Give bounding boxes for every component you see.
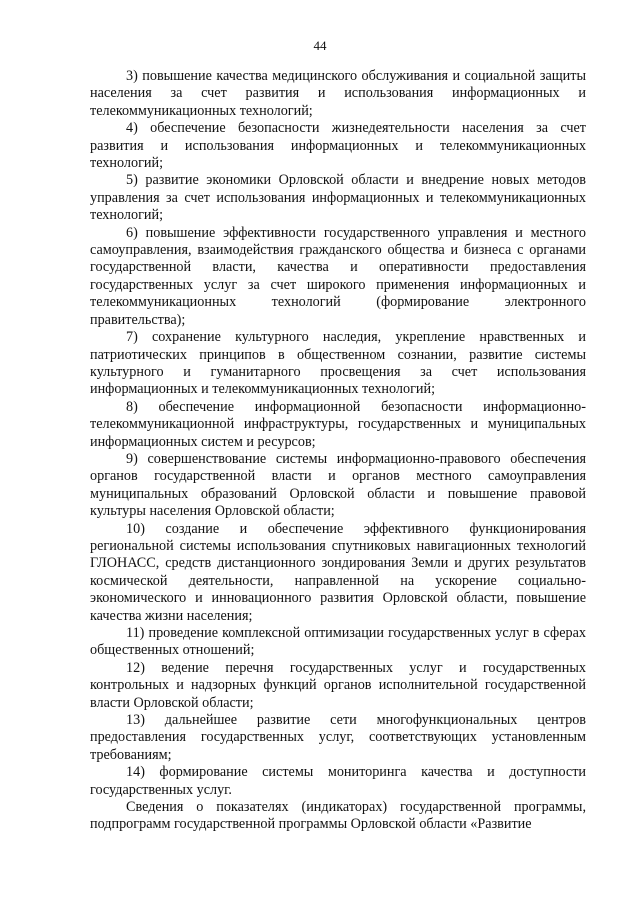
paragraph-item-6: 6) повышение эффективности государственного управления и местного самоуправления, взаимодействия гражданского общества и бизнеса с органами государственной власти, качества и оперативности предоставления государственных услуг за счет широкого применения информационных и телекоммуникационных технологий (формирование электронного правительства); — [90, 224, 586, 328]
paragraph-item-3: 3) повышение качества медицинского обслуживания и социальной защиты населения за счет развития и использования информационных и телекоммуникационных технологий; — [90, 68, 586, 119]
paragraph-item-14: 14) формирование системы мониторинга качества и доступности государственных услуг. — [90, 764, 586, 798]
paragraph-item-7: 7) сохранение культурного наследия, укрепление нравственных и патриотических принципов в общественном сознании, развитие системы культурного и гуманитарного просвещения за счет использования информационных и телекоммуникационных технологий; — [90, 329, 586, 398]
paragraph-item-13: 13) дальнейшее развитие сети многофункциональных центров предоставления государственных услуг, соответствующих установленным требованиям; — [90, 712, 586, 763]
paragraph-indicators-intro: Сведения о показателях (индикаторах) государственной программы, подпрограмм государственной программы Орловской области «Развитие — [90, 799, 586, 833]
page-number: 44 — [313, 38, 327, 53]
paragraph-item-4: 4) обеспечение безопасности жизнедеятельности населения за счет развития и использования информационных и телекоммуникационных технологий; — [90, 120, 586, 172]
page-body — [90, 68, 586, 834]
paragraph-item-5: 5) развитие экономики Орловской области и внедрение новых методов управления за счет использования информационных и телекоммуникационных технологий; — [90, 172, 586, 224]
paragraph-item-9: 9) совершенствование системы информационно-правового обеспечения органов государственной власти и органов местного самоуправления муниципальных образований Орловской области и повышение правовой культуры населения Орловской области; — [90, 450, 586, 520]
paragraph-item-12: 12) ведение перечня государственных услуг и государственных контрольных и надзорных функций органов исполнительной государственной власти Орловской области; — [90, 659, 586, 711]
paragraph-item-11: 11) проведение комплексной оптимизации государственных услуг в сферах общественных отношений; — [90, 625, 586, 659]
paragraph-item-10: 10) создание и обеспечение эффективного функционирования региональной системы использования спутниковых навигационных технологий ГЛОНАСС, средств дистанционного зондирования Земли и других результатов космической деятельности, направленной на ускорение социально-экономического и инновационного развития Орловской области, повышение качества жизни населения; — [90, 520, 586, 624]
paragraph-item-8: 8) обеспечение информационной безопасности информационно-телекоммуникационной инфраструктуры, государственных и муниципальных информационных систем и ресурсов; — [90, 398, 586, 450]
